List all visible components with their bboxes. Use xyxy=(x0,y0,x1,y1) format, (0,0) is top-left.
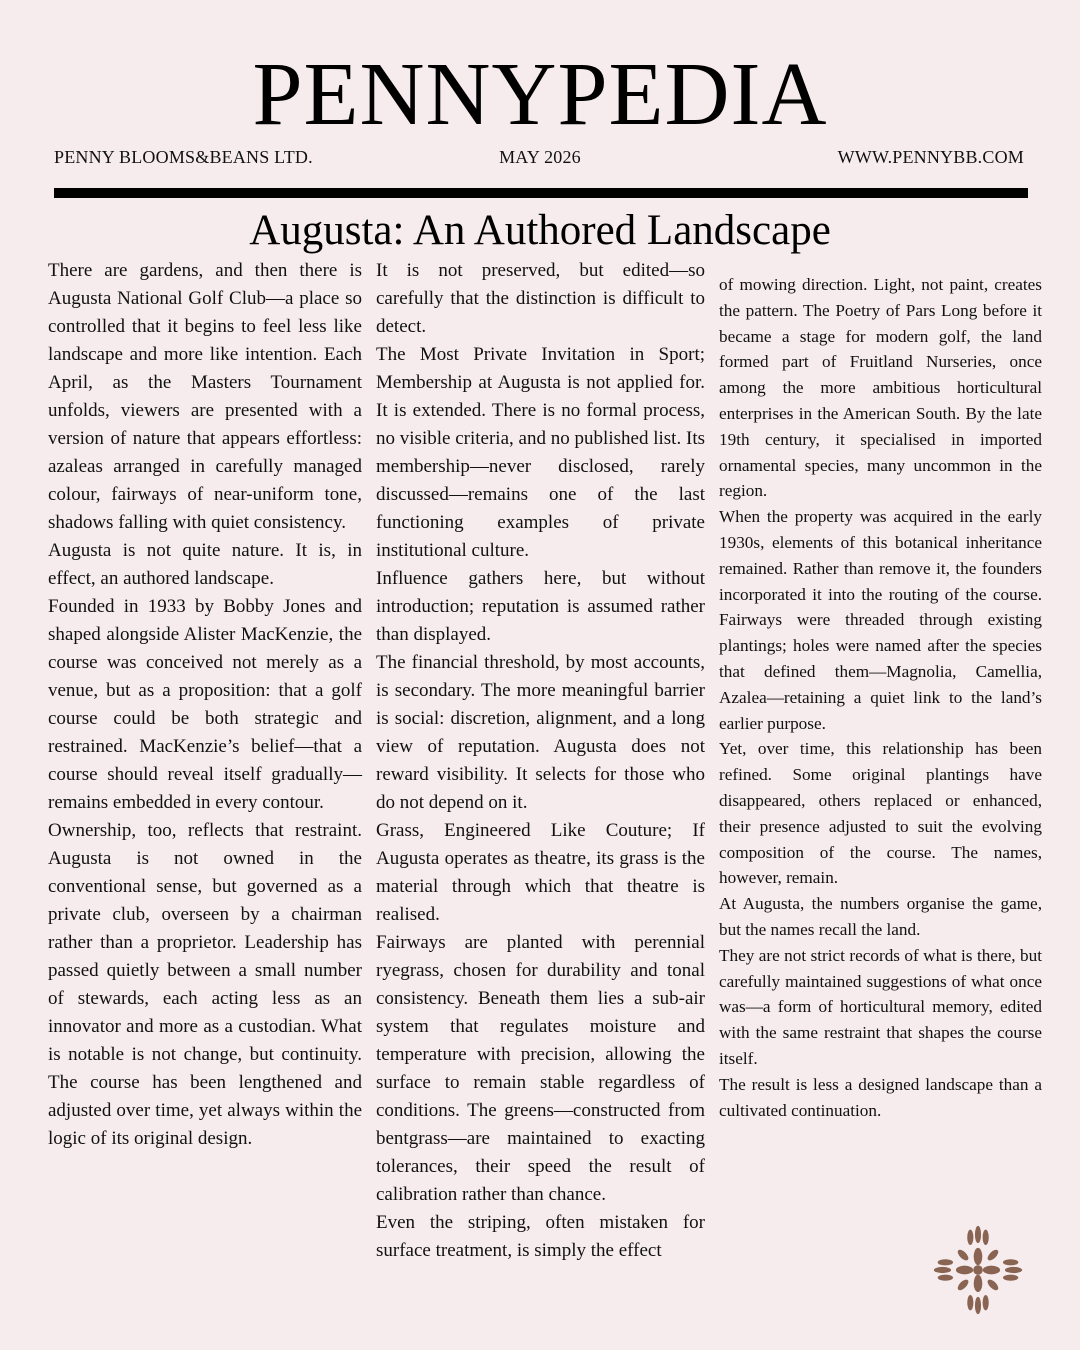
paragraph: It is not preserved, but edited—so carefully that the distinction is difficult to detect. xyxy=(376,260,705,337)
paragraph: Fairways are planted with perennial ryegrass, chosen for durability and tonal consistency. Beneath them lies a sub-air system that regulates moisture and temperature with precision, allowing the surface to remain stable regardless of conditions. The greens—constructed from bentgrass—are maintained to exacting tolerances, their speed the result of calibration rather than chance. xyxy=(376,932,705,1205)
paragraph: At Augusta, the numbers organise the game, but the names recall the land. xyxy=(719,894,1042,939)
article-column-3 xyxy=(719,272,1042,1123)
article-headline: Augusta: An Authored Landscape xyxy=(249,207,831,254)
floral-ornament-icon xyxy=(930,1222,1026,1318)
paragraph: When the property was acquired in the early 1930s, elements of this botanical inheritance remained. Rather than remove it, the founders incorporated it into the routing of the course. Fairways were threaded through existing plantings; holes were named after the species that defined them—Magnolia, Camellia, Azalea—retaining a quiet link to the land’s earlier purpose. xyxy=(719,507,1042,733)
paragraph: They are not strict records of what is there, but carefully maintained suggestions of what once was—a form of horticultural memory, edited with the same restraint that shapes the course itself. xyxy=(719,945,1042,1068)
website-url: WWW.PENNYBB.COM xyxy=(837,147,1024,167)
paragraph: Founded in 1933 by Bobby Jones and shaped alongside Alister MacKenzie, the course was conceived not merely as a venue, but as a proposition: that a golf course could be both strategic and restrained. MacKenzie’s belief—that a course should reveal itself gradually—remains embedded in every contour. xyxy=(48,596,362,813)
article-column-1 xyxy=(48,257,362,1153)
masthead-divider xyxy=(54,188,1028,198)
paragraph: The result is less a designed landscape than a cultivated continuation. xyxy=(719,1074,1042,1120)
paragraph: Ownership, too, reflects that restraint. Augusta is not owned in the conventional sense, but governed as a private club, overseen by a chairman rather than a proprietor. Leadership has passed quietly between a small number of stewards, each acting less as an innovator and more as a custodian. What is notable is not change, but continuity. The course has been lengthened and adjusted over time, yet always within the logic of its original design. xyxy=(48,820,362,1149)
publisher-name: PENNY BLOOMS&BEANS LTD. xyxy=(54,147,313,167)
masthead-title: PENNYPEDIA xyxy=(252,45,828,144)
paragraph: Even the striping, often mistaken for surface treatment, is simply the effect xyxy=(376,1212,705,1261)
paragraph: The financial threshold, by most accounts, is secondary. The more meaningful barrier is social: discretion, alignment, and a long view of reputation. Augusta does not reward visibility. It selects for those who do not depend on it. xyxy=(376,652,705,813)
article-column-2 xyxy=(376,257,705,1265)
paragraph: Yet, over time, this relationship has been refined. Some original plantings have disappeared, others replaced or enhanced, their presence adjusted to suit the evolving composition of the course. The names, however, remain. xyxy=(719,739,1042,888)
paragraph: Grass, Engineered Like Couture; If Augusta operates as theatre, its grass is the material through which that theatre is realised. xyxy=(376,820,705,925)
paragraph: of mowing direction. Light, not paint, creates the pattern. The Poetry of Pars Long before it became a stage for modern golf, the land formed part of Fruitland Nurseries, once among the more ambitious horticultural enterprises in the American South. By the late 19th century, it specialised in imported ornamental species, many uncommon in the region. xyxy=(719,275,1042,501)
paragraph: Influence gathers here, but without introduction; reputation is assumed rather than displayed. xyxy=(376,568,705,645)
paragraph: Augusta is not quite nature. It is, in effect, an authored landscape. xyxy=(48,540,362,589)
paragraph: The Most Private Invitation in Sport; Membership at Augusta is not applied for. It is extended. There is no formal process, no visible criteria, and no published list. Its membership—never disclosed, rarely discussed—remains one of the last functioning examples of private institutional culture. xyxy=(376,344,705,561)
paragraph: There are gardens, and then there is Augusta National Golf Club—a place so controlled that it begins to feel less like landscape and more like intention. Each April, as the Masters Tournament unfolds, viewers are presented with a version of nature that appears effortless: azaleas arranged in carefully managed colour, fairways of near-uniform tone, shadows falling with quiet consistency. xyxy=(48,260,362,533)
issue-date: MAY 2026 xyxy=(499,147,581,167)
